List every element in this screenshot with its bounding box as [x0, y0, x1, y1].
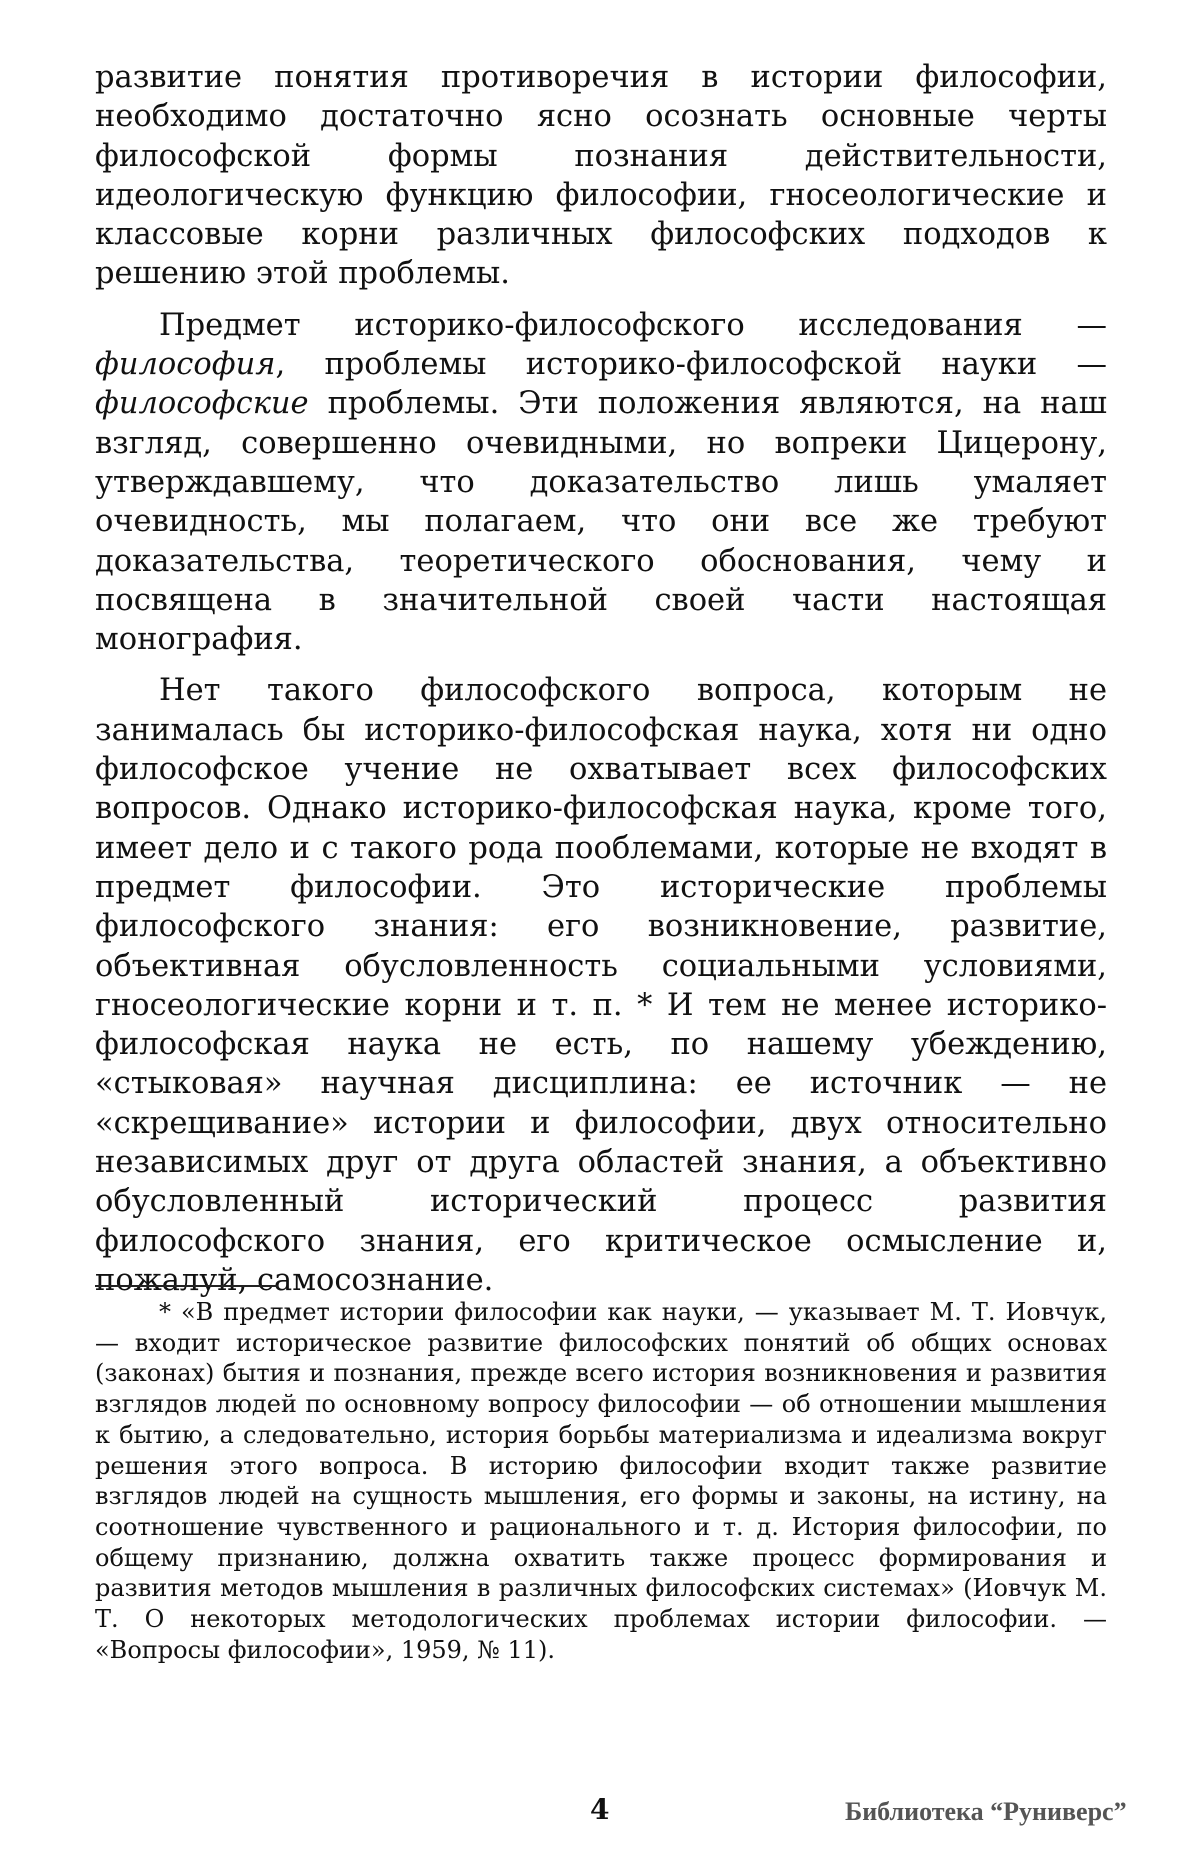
paragraph-1: развитие понятия противоречия в истории философии, необходимо достаточно ясно осознать основные черты философской формы познания действительности, идеологическую функцию философии, гносеологические и классовые корни различных философских подходов к решению этой проблемы.: [95, 60, 1107, 292]
paragraph-2: [95, 306, 1107, 660]
page-number: 4: [590, 1793, 610, 1826]
paragraph-2-emphasis-2: философские: [95, 386, 309, 422]
main-text: [95, 58, 1107, 1300]
footnote-separator: [95, 1285, 278, 1287]
library-watermark: Библиотека “Руниверс”: [845, 1797, 1127, 1826]
paragraph-3: Нет такого философского вопроса, которым не занималась бы историко-философская наука, хотя ни одно философское учение не охватывает всех философских вопросов. Однако историко-философская наука, кроме того, имеет дело и с такого рода пооблемами, которые не входят в предмет философии. Это исторические проблемы философского знания: его возникновение, развитие, объективная обусловленность социальными условиями, гносеологические корни и т. п. * И тем не менее историко-философская наука не есть, по нашему убеждению, «стыковая» научная дисциплина: ее источник — не «скрещивание» истории и философии, двух относительно независимых друг от друга областей знания, а объективно обусловленный исторический процесс развития философского знания, его критическое осмысление и, пожалуй, самосознание.: [95, 673, 1107, 1298]
paragraph-2-part-a: Предмет историко-философского исследования —: [159, 307, 1107, 343]
paragraph-2-emphasis-1: философия: [95, 347, 276, 383]
footnote: * «В предмет истории философии как науки, — указывает М. Т. Иовчук, — входит историческое развитие философских понятий об общих основах (законах) бытия и познания, прежде всего история возникновения и развития взглядов людей по основному вопросу философии — об отношении мышления к бытию, а следовательно, история борьбы материализма и идеализма вокруг решения этого вопроса. В историю философии входит также развитие взглядов людей на сущность мышления, его формы и законы, на истину, на соотношение чувственного и рационального и т. д. История философии, по общему признанию, должна охватить также процесс формирования и развития методов мышления в различных философских системах» (Иовчук М. Т. О некоторых методологических проблемах истории философии. — «Вопросы философии», 1959, № 11).: [95, 1298, 1107, 1664]
paragraph-2-part-c: проблемы. Эти положения являются, на наш взгляд, совершенно очевидными, но вопреки Цицерону, утверждавшему, что доказательство лишь умаляет очевидность, мы полагаем, что они все же требуют доказательства, теоретического обоснования, чему и посвящена в значительной своей части настоящая монография.: [95, 386, 1107, 658]
paragraph-2-part-b: , проблемы историко-философской науки —: [275, 347, 1107, 383]
